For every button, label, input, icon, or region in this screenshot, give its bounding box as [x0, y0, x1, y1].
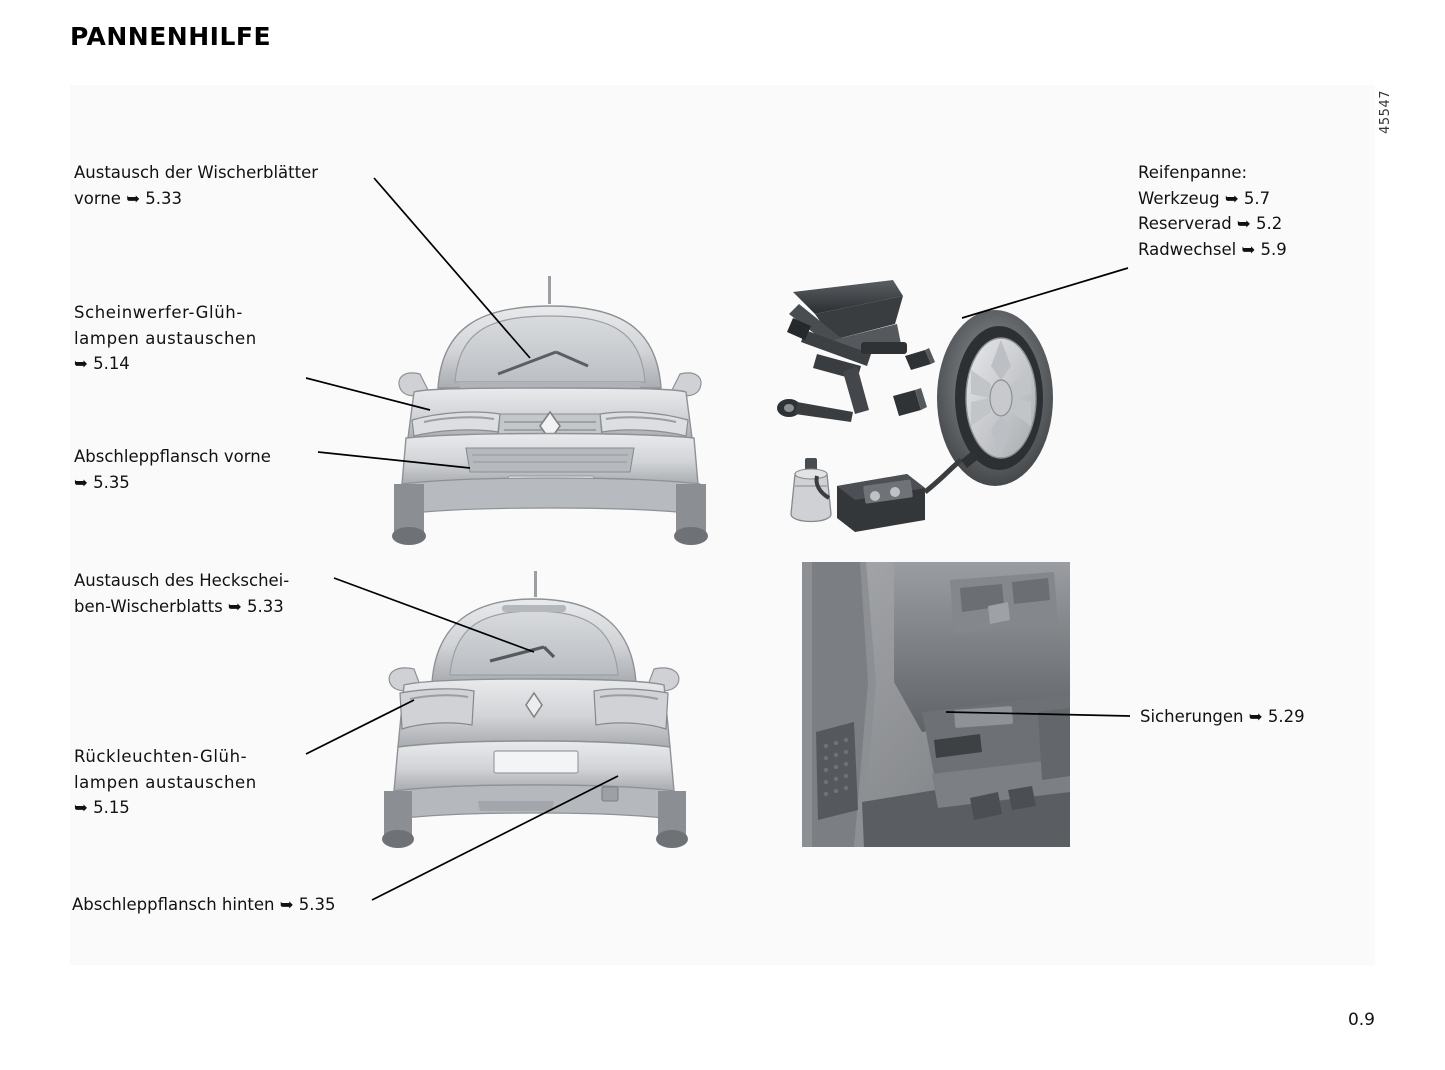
callout-tow-front-line1: Abschleppflansch vorne: [74, 447, 271, 466]
callout-tow-hook-rear: [72, 892, 432, 918]
callout-rear-wiper: [74, 568, 374, 619]
callout-rear-lamp-bulbs: [74, 744, 374, 821]
callout-wiper-front: [74, 160, 384, 211]
jack-illustration: [787, 280, 907, 366]
callout-headlamp-line2: lampen austauschen: [74, 328, 257, 348]
callout-wiper-front-line1: Austausch der Wischerblätter: [74, 163, 319, 182]
callout-fuses: [1140, 704, 1380, 730]
illustration-reference-code: 45547: [1378, 90, 1393, 134]
page-title: PANNENHILFE: [70, 22, 272, 51]
fuse-box-interior-photo: [802, 562, 1070, 847]
callout-headlamp-line3: ➥ 5.14: [74, 354, 130, 374]
callout-tow-rear-line1: Abschleppflansch hinten ➥ 5.35: [72, 895, 336, 914]
callout-headlamp-line1: Scheinwerfer-Glüh-: [74, 303, 243, 322]
towing-eye-illustration: [777, 399, 853, 422]
compressor-illustration: [817, 452, 978, 532]
callout-rear-lamp-line2: lampen austauschen: [74, 772, 257, 792]
callout-tow-hook-front: [74, 444, 374, 495]
callout-flat-tyre-spare: Reserverad ➥ 5.2: [1138, 214, 1283, 234]
callout-flat-tyre-tools: Werkzeug ➥ 5.7: [1138, 188, 1271, 208]
wheel-bolt-socket-illustration: [893, 348, 935, 416]
callout-fuses-line1: Sicherungen ➥ 5.29: [1140, 707, 1305, 726]
callout-rear-lamp-line3: ➥ 5.15: [74, 798, 130, 818]
page-number: 0.9: [1347, 1010, 1375, 1030]
callout-flat-tyre: [1138, 160, 1368, 262]
spare-wheel-illustration: [937, 310, 1053, 486]
callout-rear-wiper-line1: Austausch des Heckschei-: [74, 571, 290, 590]
car-front-view-illustration: [380, 270, 720, 555]
callout-headlamp-bulbs: [74, 300, 374, 377]
callout-wiper-front-line2: vorne ➥ 5.33: [74, 188, 183, 208]
car-rear-view-illustration: [358, 565, 710, 855]
tool-kit-and-spare-wheel-illustration: [775, 270, 1085, 540]
callout-tow-front-line2: ➥ 5.35: [74, 472, 130, 492]
callout-flat-tyre-change: Radwechsel ➥ 5.9: [1138, 239, 1287, 259]
sealant-bottle-illustration: [791, 458, 831, 522]
callout-rear-wiper-line2: ben-Wischerblatts ➥ 5.33: [74, 596, 284, 616]
callout-flat-tyre-title: Reifenpanne:: [1138, 163, 1248, 182]
callout-rear-lamp-line1: Rückleuchten-Glüh-: [74, 747, 248, 766]
